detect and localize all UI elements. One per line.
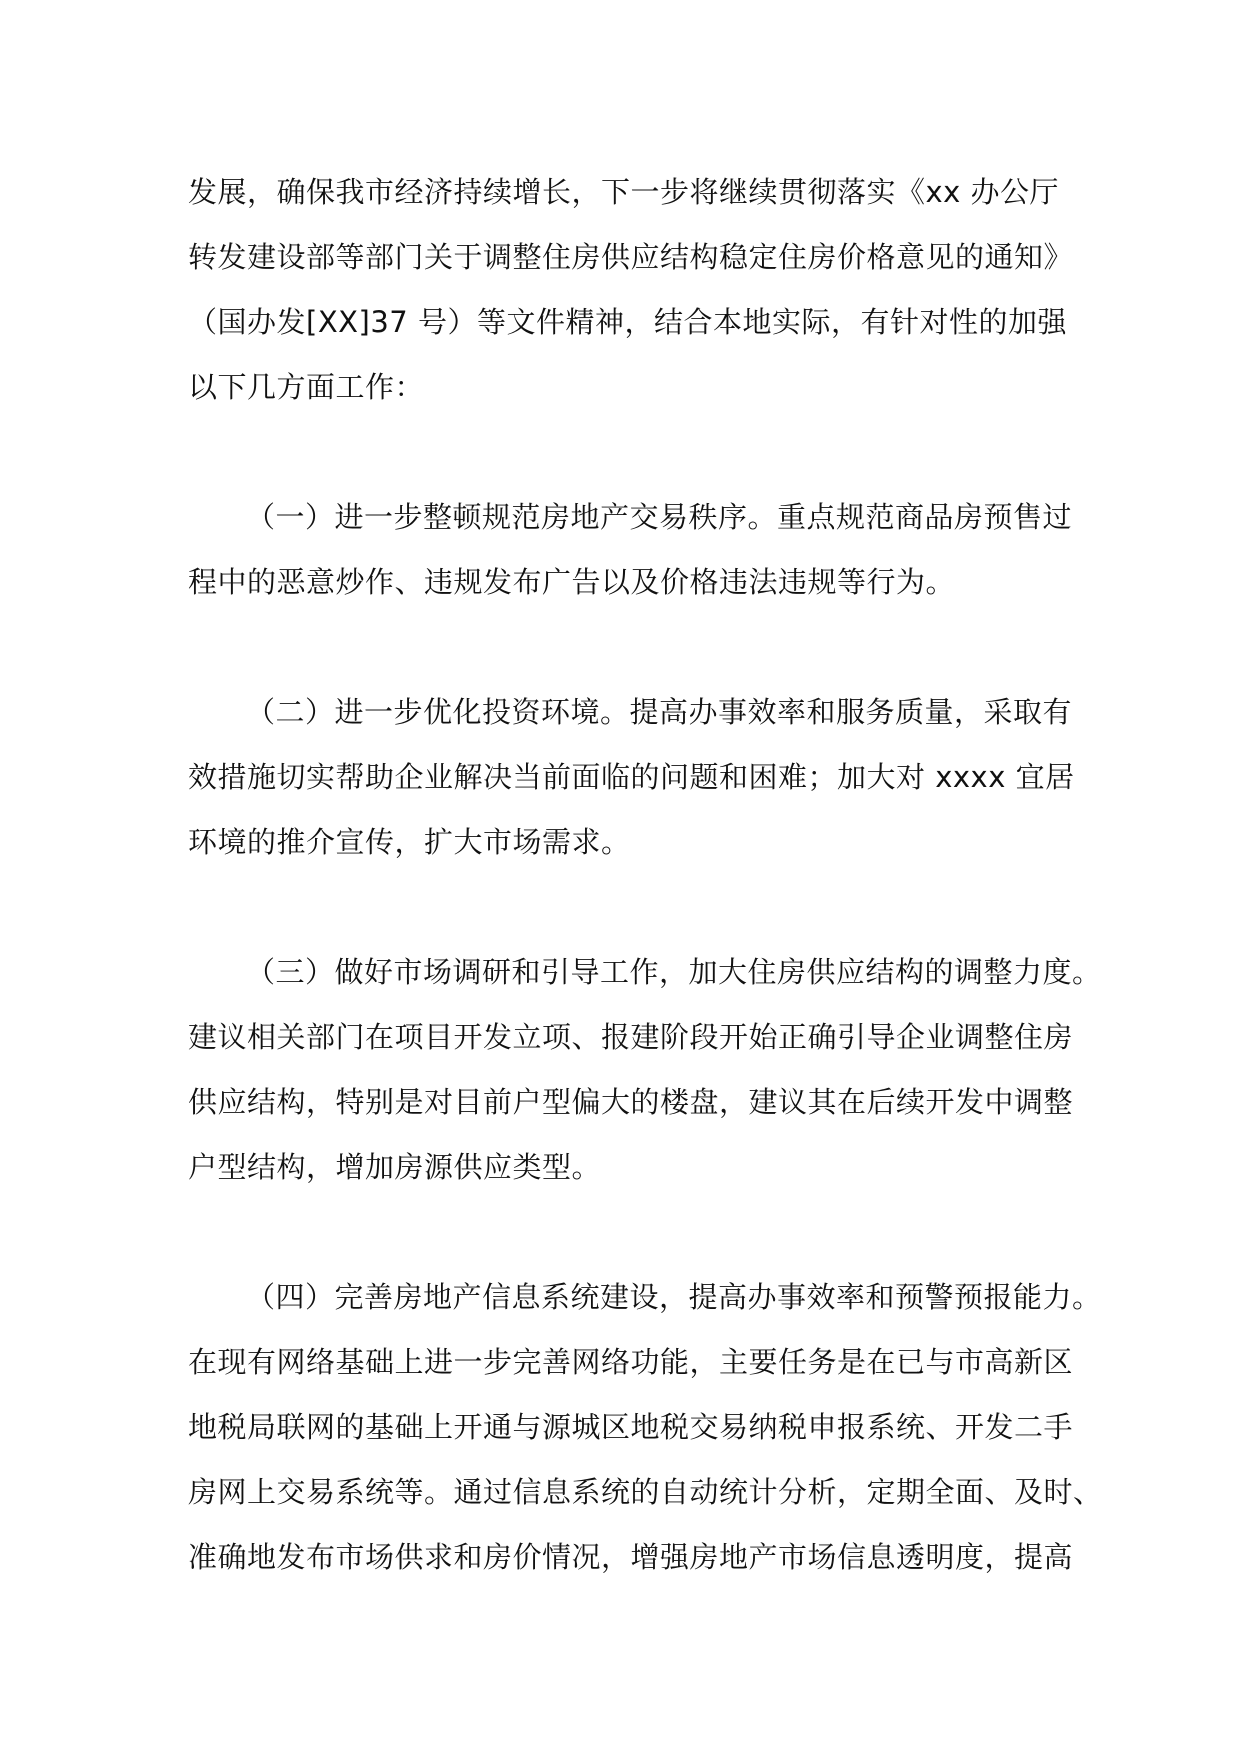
paragraph-spacer xyxy=(188,875,1053,940)
text-line: （三）做好市场调研和引导工作，加大住房供应结构的调整力度。 xyxy=(246,955,1102,989)
paragraph-item-2 xyxy=(188,680,1075,875)
paragraph-spacer xyxy=(188,1200,1053,1265)
paragraph-item-3 xyxy=(188,940,1102,1200)
text-line: 户型结构，增加房源供应类型。 xyxy=(188,1150,602,1184)
paragraph-intro xyxy=(188,160,1074,420)
text-line: 地税局联网的基础上开通与源城区地税交易纳税申报系统、开发二手 xyxy=(188,1410,1074,1444)
text-line: 房网上交易系统等。通过信息系统的自动统计分析，定期全面、及时、 xyxy=(188,1475,1103,1509)
text-line: 供应结构，特别是对目前户型偏大的楼盘，建议其在后续开发中调整 xyxy=(188,1085,1074,1119)
paragraph-spacer xyxy=(188,615,1053,680)
text-line: 以下几方面工作： xyxy=(188,370,425,404)
text-line: 发展，确保我市经济持续增长，下一步将继续贯彻落实《xx 办公厅 xyxy=(188,175,1060,209)
text-line: （二）进一步优化投资环境。提高办事效率和服务质量，采取有 xyxy=(246,695,1073,729)
text-line: 效措施切实帮助企业解决当前面临的问题和困难；加大对 xxxx 宜居 xyxy=(188,760,1075,794)
text-line: 建议相关部门在项目开发立项、报建阶段开始正确引导企业调整住房 xyxy=(188,1020,1074,1054)
text-line: （一）进一步整顿规范房地产交易秩序。重点规范商品房预售过 xyxy=(246,500,1073,534)
text-line: 环境的推介宣传，扩大市场需求。 xyxy=(188,825,631,859)
text-line: 在现有网络基础上进一步完善网络功能，主要任务是在已与市高新区 xyxy=(188,1345,1074,1379)
text-line: （四）完善房地产信息系统建设，提高办事效率和预警预报能力。 xyxy=(246,1280,1102,1314)
text-line: 程中的恶意炒作、违规发布广告以及价格违法违规等行为。 xyxy=(188,565,956,599)
document-body xyxy=(188,160,1103,1590)
text-line: （国办发[XX]37 号）等文件精神，结合本地实际，有针对性的加强 xyxy=(188,305,1067,339)
paragraph-item-4 xyxy=(188,1265,1103,1590)
text-line: 转发建设部等部门关于调整住房供应结构稳定住房价格意见的通知》 xyxy=(188,240,1074,274)
paragraph-item-1 xyxy=(188,485,1073,615)
paragraph-spacer xyxy=(188,420,1053,485)
text-line: 准确地发布市场供求和房价情况，增强房地产市场信息透明度，提高 xyxy=(188,1540,1074,1574)
